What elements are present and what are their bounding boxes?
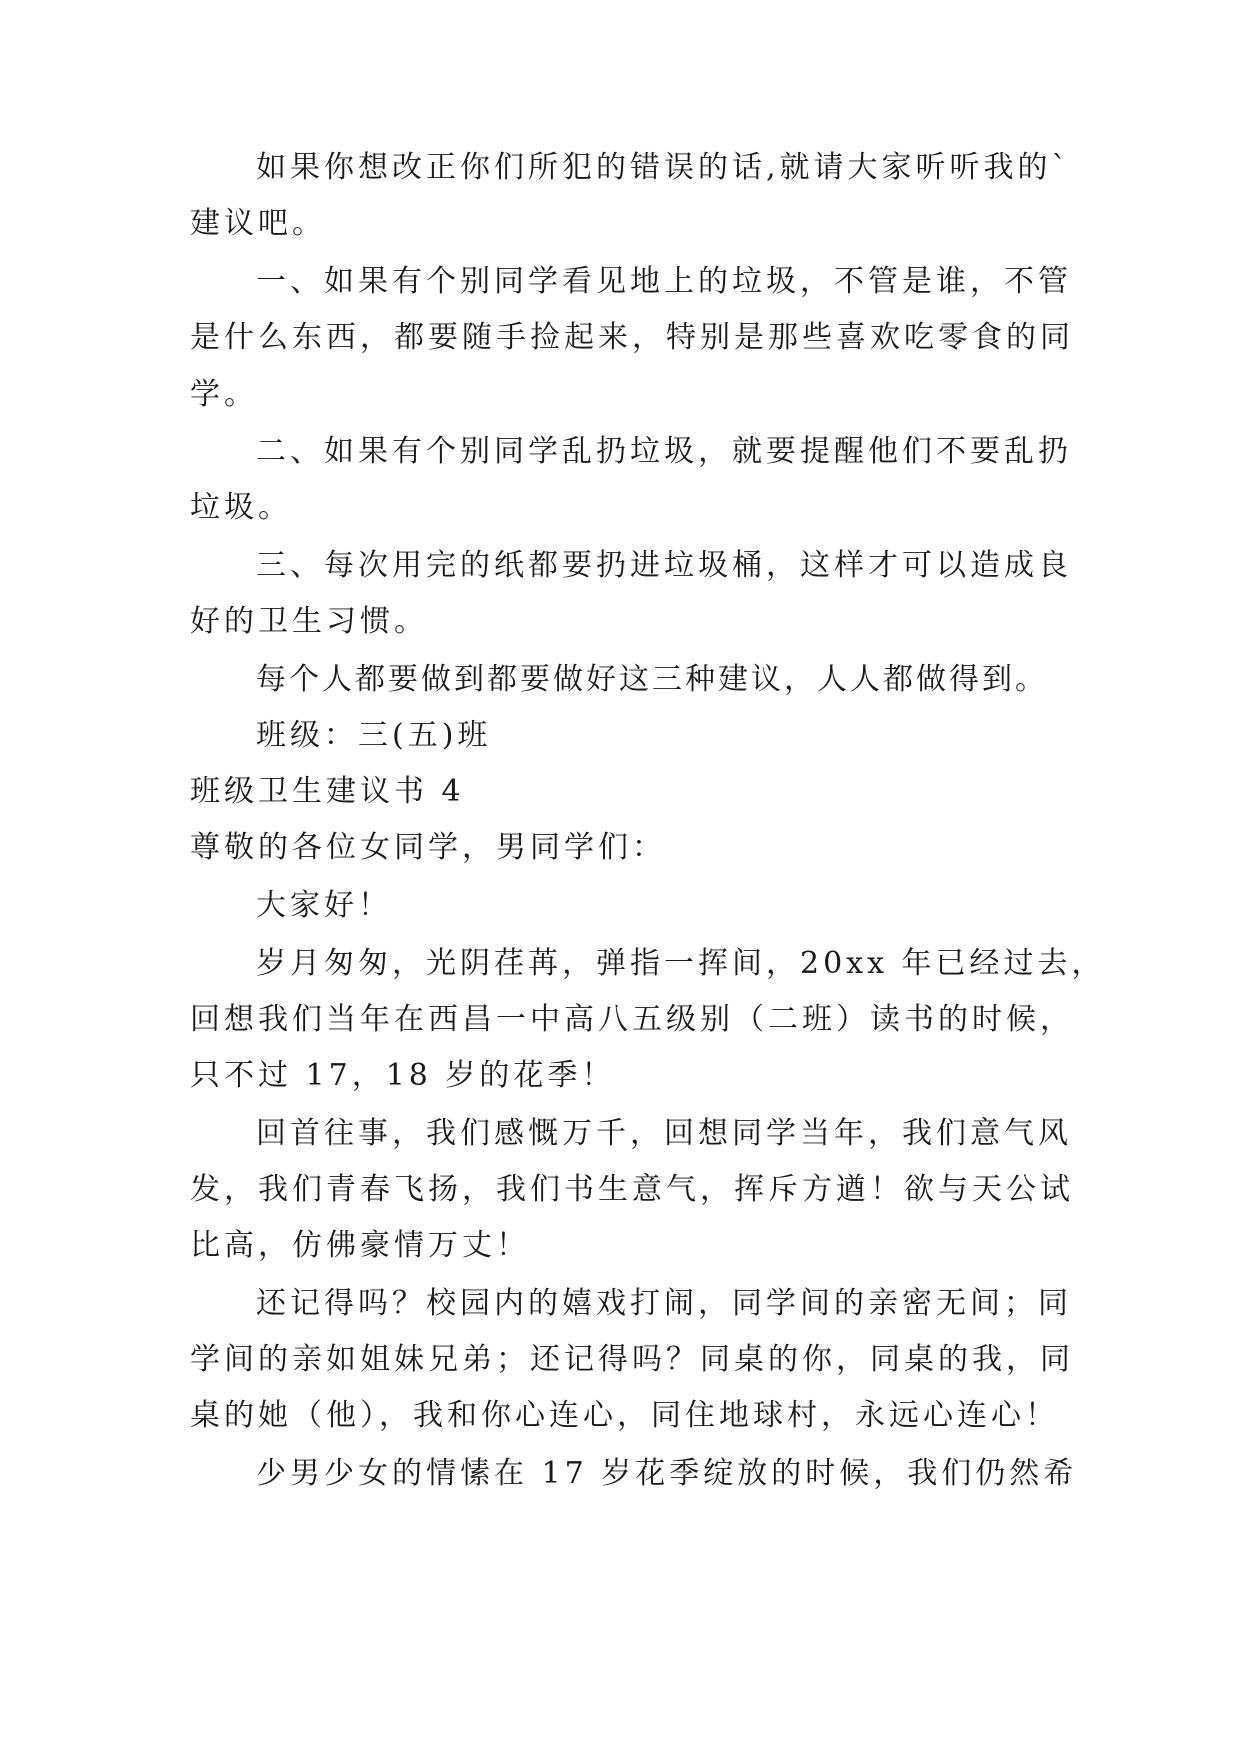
paragraph-line: 还记得吗？校园内的嬉戏打闹，同学间的亲密无间；同	[256, 1286, 1072, 1321]
paragraph-line: 学。	[190, 377, 258, 412]
paragraph-line: 一、如果有个别同学看见地上的垃圾，不管是谁，不管	[256, 264, 1072, 299]
salutation: 尊敬的各位女同学，男同学们：	[190, 830, 666, 865]
paragraph-line: 每个人都要做到都要做好这三种建议，人人都做得到。	[256, 662, 1048, 697]
paragraph-line: 二、如果有个别同学乱扔垃圾，就要提醒他们不要乱扔	[256, 434, 1072, 469]
greeting: 大家好！	[256, 888, 392, 923]
paragraph-line: 桌的她（他），我和你心连心，同住地球村，永远心连心！	[190, 1398, 1059, 1433]
paragraph-line: 垃圾。	[190, 490, 292, 525]
paragraph-line: 是什么东西，都要随手捡起来，特别是那些喜欢吃零食的同	[190, 320, 1074, 355]
paragraph-line: 少男少女的情愫在 17 岁花季绽放的时候，我们仍然希	[256, 1456, 1078, 1491]
paragraph-line: 只不过 17，18 岁的花季！	[190, 1058, 616, 1093]
paragraph-line: 三、每次用完的纸都要扔进垃圾桶，这样才可以造成良	[256, 548, 1072, 583]
paragraph-line: 比高，仿佛豪情万丈！	[190, 1228, 530, 1263]
paragraph-line: 建议吧。	[190, 206, 326, 241]
paragraph-line: 如果你想改正你们所犯的错误的话,就请大家听听我的`	[256, 150, 1071, 185]
class-signature: 班级：三(五)班	[256, 718, 492, 753]
paragraph-line: 好的卫生习惯。	[190, 604, 428, 639]
paragraph-line: 学间的亲如姐妹兄弟；还记得吗？同桌的你，同桌的我，同	[190, 1342, 1074, 1377]
paragraph-line: 发，我们青春飞扬，我们书生意气，挥斥方遒！欲与天公试	[190, 1172, 1074, 1207]
paragraph-line: 回首往事，我们感慨万千，回想同学当年，我们意气风	[256, 1116, 1072, 1151]
paragraph-line: 岁月匆匆，光阴荏苒，弹指一挥间，20xx 年已经过去，	[256, 946, 1106, 981]
paragraph-line: 回想我们当年在西昌一中高八五级别（二班）读书的时候，	[190, 1002, 1074, 1037]
section-title: 班级卫生建议书 4	[190, 774, 465, 809]
